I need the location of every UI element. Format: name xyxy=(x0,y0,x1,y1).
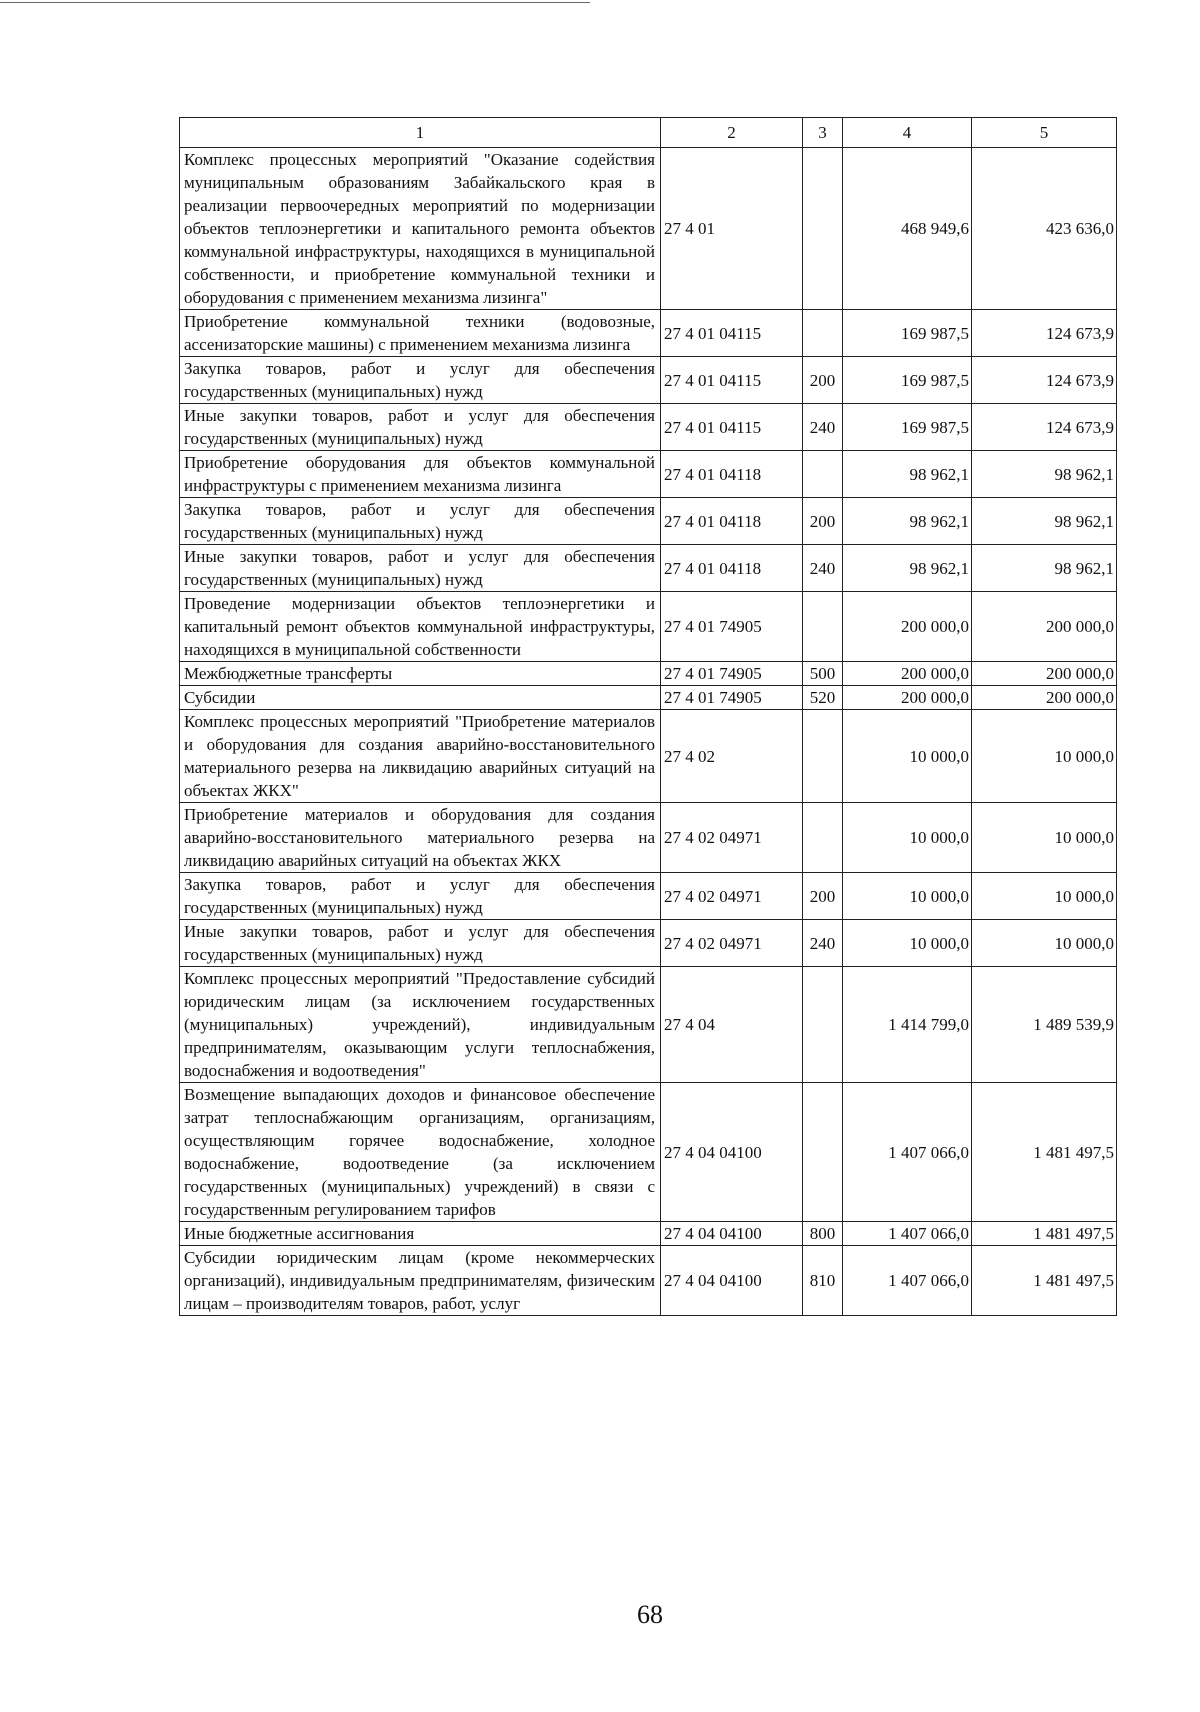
row-sum-1: 169 987,5 xyxy=(843,404,972,451)
row-name: Закупка товаров, работ и услуг для обеспечения государственных (муниципальных) нужд xyxy=(180,357,661,404)
row-code: 27 4 01 04118 xyxy=(661,545,803,592)
column-header: 2 xyxy=(661,118,803,148)
table-row xyxy=(180,148,1117,310)
table-row xyxy=(180,310,1117,357)
table-row xyxy=(180,873,1117,920)
table-row xyxy=(180,1222,1117,1246)
column-header: 5 xyxy=(972,118,1117,148)
row-expense-type: 240 xyxy=(803,404,843,451)
row-sum-1: 98 962,1 xyxy=(843,545,972,592)
table-row xyxy=(180,404,1117,451)
row-sum-1: 1 407 066,0 xyxy=(843,1246,972,1316)
row-code: 27 4 02 04971 xyxy=(661,803,803,873)
row-expense-type: 240 xyxy=(803,920,843,967)
row-sum-1: 169 987,5 xyxy=(843,310,972,357)
row-name: Иные закупки товаров, работ и услуг для обеспечения государственных (муниципальных) нужд xyxy=(180,404,661,451)
row-sum-1: 468 949,6 xyxy=(843,148,972,310)
row-expense-type: 500 xyxy=(803,662,843,686)
row-name: Субсидии юридическим лицам (кроме некоммерческих организаций), индивидуальным предпринимателям, физическим лицам – производителям товаров, работ, услуг xyxy=(180,1246,661,1316)
table-row xyxy=(180,545,1117,592)
row-sum-1: 1 407 066,0 xyxy=(843,1083,972,1222)
row-sum-1: 10 000,0 xyxy=(843,920,972,967)
row-sum-1: 10 000,0 xyxy=(843,803,972,873)
row-sum-1: 1 414 799,0 xyxy=(843,967,972,1083)
row-expense-type xyxy=(803,967,843,1083)
row-sum-2: 10 000,0 xyxy=(972,803,1117,873)
row-sum-2: 98 962,1 xyxy=(972,545,1117,592)
row-sum-2: 124 673,9 xyxy=(972,310,1117,357)
row-expense-type xyxy=(803,148,843,310)
row-name: Возмещение выпадающих доходов и финансовое обеспечение затрат теплоснабжающим организациям, организациям, осуществляющим горячее водоснабжение, холодное водоснабжение, водоотведение (за исключением государственных (муниципальных) учреждений) в связи с государственным регулированием тарифов xyxy=(180,1083,661,1222)
table-row xyxy=(180,803,1117,873)
row-sum-2: 200 000,0 xyxy=(972,592,1117,662)
row-sum-2: 98 962,1 xyxy=(972,451,1117,498)
row-code: 27 4 01 74905 xyxy=(661,686,803,710)
row-expense-type xyxy=(803,710,843,803)
row-expense-type xyxy=(803,451,843,498)
row-sum-1: 98 962,1 xyxy=(843,451,972,498)
row-name: Приобретение коммунальной техники (водовозные, ассенизаторские машины) с применением механизма лизинга xyxy=(180,310,661,357)
row-expense-type: 200 xyxy=(803,873,843,920)
row-sum-2: 423 636,0 xyxy=(972,148,1117,310)
table-row xyxy=(180,1083,1117,1222)
row-name: Комплекс процессных мероприятий "Предоставление субсидий юридическим лицам (за исключением государственных (муниципальных) учреждений), индивидуальным предпринимателям, оказывающим услуги теплоснабжения, водоснабжения и водоотведения" xyxy=(180,967,661,1083)
row-name: Закупка товаров, работ и услуг для обеспечения государственных (муниципальных) нужд xyxy=(180,498,661,545)
table-row xyxy=(180,967,1117,1083)
row-name: Приобретение оборудования для объектов коммунальной инфраструктуры с применением механизма лизинга xyxy=(180,451,661,498)
row-expense-type xyxy=(803,310,843,357)
row-name: Проведение модернизации объектов теплоэнергетики и капитальный ремонт объектов коммунальной инфраструктуры, находящихся в муниципальной собственности xyxy=(180,592,661,662)
table-header-row xyxy=(180,118,1117,148)
row-sum-1: 200 000,0 xyxy=(843,662,972,686)
top-scan-line xyxy=(0,2,590,3)
table-row xyxy=(180,920,1117,967)
row-expense-type: 240 xyxy=(803,545,843,592)
row-sum-2: 1 481 497,5 xyxy=(972,1083,1117,1222)
row-expense-type: 800 xyxy=(803,1222,843,1246)
row-name: Иные бюджетные ассигнования xyxy=(180,1222,661,1246)
row-name: Комплекс процессных мероприятий "Приобретение материалов и оборудования для создания аварийно-восстановительного материального резерва на ликвидацию аварийных ситуаций на объектах ЖКХ" xyxy=(180,710,661,803)
budget-table xyxy=(179,117,1117,1316)
row-expense-type: 200 xyxy=(803,498,843,545)
table-row xyxy=(180,592,1117,662)
row-expense-type: 200 xyxy=(803,357,843,404)
row-code: 27 4 02 04971 xyxy=(661,873,803,920)
row-code: 27 4 04 xyxy=(661,967,803,1083)
row-sum-2: 10 000,0 xyxy=(972,873,1117,920)
row-sum-1: 200 000,0 xyxy=(843,592,972,662)
row-sum-2: 10 000,0 xyxy=(972,920,1117,967)
row-expense-type xyxy=(803,592,843,662)
table-row xyxy=(180,710,1117,803)
row-sum-2: 1 481 497,5 xyxy=(972,1246,1117,1316)
row-name: Закупка товаров, работ и услуг для обеспечения государственных (муниципальных) нужд xyxy=(180,873,661,920)
page-number: 68 xyxy=(637,1600,663,1629)
row-code: 27 4 02 04971 xyxy=(661,920,803,967)
row-sum-1: 10 000,0 xyxy=(843,710,972,803)
row-code: 27 4 01 74905 xyxy=(661,662,803,686)
table-row xyxy=(180,451,1117,498)
row-name: Иные закупки товаров, работ и услуг для обеспечения государственных (муниципальных) нужд xyxy=(180,545,661,592)
row-name: Субсидии xyxy=(180,686,661,710)
table-row xyxy=(180,686,1117,710)
column-header: 3 xyxy=(803,118,843,148)
row-expense-type xyxy=(803,803,843,873)
row-code: 27 4 01 04115 xyxy=(661,404,803,451)
row-sum-2: 1 481 497,5 xyxy=(972,1222,1117,1246)
row-sum-2: 124 673,9 xyxy=(972,404,1117,451)
row-sum-2: 200 000,0 xyxy=(972,686,1117,710)
row-sum-2: 1 489 539,9 xyxy=(972,967,1117,1083)
table-row xyxy=(180,662,1117,686)
row-code: 27 4 01 04115 xyxy=(661,357,803,404)
row-sum-2: 124 673,9 xyxy=(972,357,1117,404)
row-sum-2: 200 000,0 xyxy=(972,662,1117,686)
row-code: 27 4 01 xyxy=(661,148,803,310)
row-expense-type: 520 xyxy=(803,686,843,710)
table-row xyxy=(180,1246,1117,1316)
row-code: 27 4 04 04100 xyxy=(661,1246,803,1316)
row-code: 27 4 01 74905 xyxy=(661,592,803,662)
row-sum-1: 169 987,5 xyxy=(843,357,972,404)
row-expense-type xyxy=(803,1083,843,1222)
column-header: 1 xyxy=(180,118,661,148)
row-sum-1: 1 407 066,0 xyxy=(843,1222,972,1246)
row-code: 27 4 04 04100 xyxy=(661,1083,803,1222)
table-row xyxy=(180,357,1117,404)
row-code: 27 4 01 04115 xyxy=(661,310,803,357)
row-name: Межбюджетные трансферты xyxy=(180,662,661,686)
row-sum-1: 200 000,0 xyxy=(843,686,972,710)
row-name: Приобретение материалов и оборудования для создания аварийно-восстановительного материального резерва на ликвидацию аварийных ситуаций на объектах ЖКХ xyxy=(180,803,661,873)
row-code: 27 4 02 xyxy=(661,710,803,803)
row-name: Комплекс процессных мероприятий "Оказание содействия муниципальным образованиям Забайкальского края в реализации первоочередных мероприятий по модернизации объектов теплоэнергетики и капитального ремонта объектов коммунальной инфраструктуры, находящихся в муниципальной собственности, и приобретение коммунальной техники и оборудования с применением механизма лизинга" xyxy=(180,148,661,310)
row-sum-1: 10 000,0 xyxy=(843,873,972,920)
row-code: 27 4 01 04118 xyxy=(661,451,803,498)
table-row xyxy=(180,498,1117,545)
row-code: 27 4 01 04118 xyxy=(661,498,803,545)
column-header: 4 xyxy=(843,118,972,148)
row-code: 27 4 04 04100 xyxy=(661,1222,803,1246)
row-sum-2: 10 000,0 xyxy=(972,710,1117,803)
row-expense-type: 810 xyxy=(803,1246,843,1316)
row-sum-2: 98 962,1 xyxy=(972,498,1117,545)
row-name: Иные закупки товаров, работ и услуг для обеспечения государственных (муниципальных) нужд xyxy=(180,920,661,967)
row-sum-1: 98 962,1 xyxy=(843,498,972,545)
